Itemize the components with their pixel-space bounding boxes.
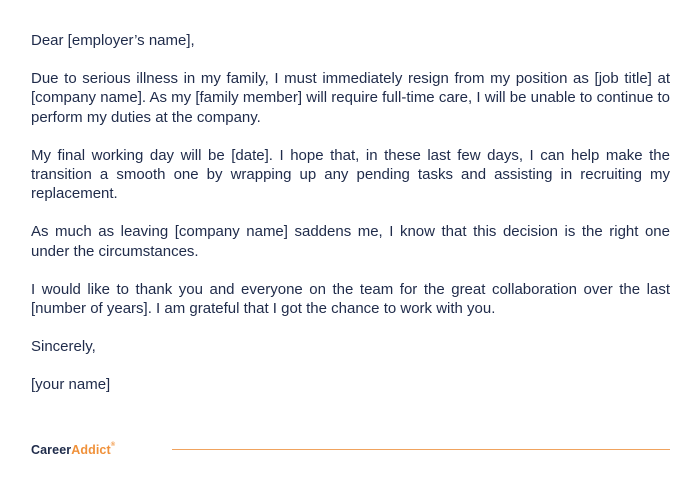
salutation: Dear [employer’s name], [31,32,195,49]
closing: Sincerely, [31,338,96,356]
footer-divider [172,449,670,450]
paragraph-thanks: I would like to thank you and everyone on the team for the great collaboration over the last [number of years]. I am grateful that I got the chance to work with you. [31,280,670,318]
letter-body [31,31,670,414]
paragraph-final-day: My final working day will be [date]. I hope that, in these last few days, I can help make the transition a smooth one by wrapping up any pending tasks and assisting in recruiting my replacement. [31,146,670,203]
career-addict-logo [31,443,115,457]
paragraph-reason: Due to serious illness in my family, I must immediately resign from my position as [job title] at [company name]. As my [family member] will require full-time care, I will be unable to continue to perform my duties at the company. [31,70,670,126]
logo-text-career: Career [31,443,72,457]
logo-text-addict: Addict [71,443,111,457]
footer [31,440,670,460]
paragraph-decision: As much as leaving [company name] saddens me, I know that this decision is the right one under the circumstances. [31,223,670,260]
registered-mark: ® [110,442,116,448]
signature: [your name] [31,376,111,394]
